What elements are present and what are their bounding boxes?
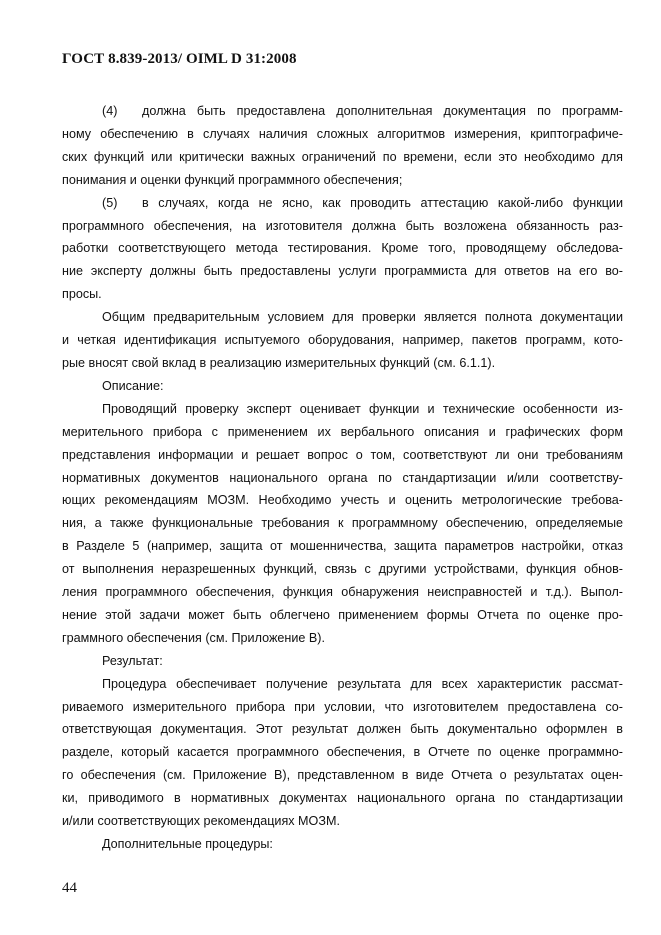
text-line: разделе, который касается программного обеспечения, в Отчете по оценке программно- [62, 745, 623, 760]
text-line: го обеспечения (см. Приложение В), представленном в виде Отчета о результатах оцен- [62, 768, 623, 783]
paragraph-result-heading [62, 650, 623, 673]
document-body [62, 100, 623, 856]
line-text: должна быть предоставлена дополнительная документация по программ- [142, 104, 623, 118]
line-text: в случаях, когда не ясно, как проводить аттестацию какой-либо функции [142, 195, 623, 210]
list-number: (4) [102, 104, 118, 118]
text-line: Дополнительные процедуры: [102, 837, 273, 851]
text-line: и четкая идентификация испытуемого оборудования, например, пакетов программ, кото- [62, 333, 623, 348]
list-number: (5) [102, 195, 118, 210]
text-line: представления информации и решает вопрос о том, соответствуют ли они требованиям [62, 447, 623, 462]
paragraph-precondition [62, 306, 623, 375]
text-line: работки соответствующего метода тестирования. Кроме того, проводящему обследова- [62, 241, 623, 256]
page-number: 44 [62, 880, 77, 896]
text-line [62, 192, 623, 215]
text-line: нормативных документов национального органа по стандартизации и/или соответству- [62, 470, 623, 485]
text-line: ответствующая документация. Этот результат должен быть документально оформлен в [62, 722, 623, 737]
text-line: и/или соответствующих рекомендациях МОЗМ. [62, 814, 340, 829]
text-line: Процедура обеспечивает получение результата для всех характеристик рассмат- [102, 676, 623, 691]
text-line: Результат: [102, 653, 163, 668]
list-item-5 [62, 192, 623, 307]
text-line: ских функций или критически важных ограничений по времени, если это необходимо для [62, 149, 623, 164]
text-line: от выполнения неразрешенных функций, связь с другими устройствами, функция обнов- [62, 562, 623, 577]
text-line: ки, приводимого в нормативных документах национального органа по стандартизации [62, 791, 623, 806]
text-line: ющих рекомендациям МОЗМ. Необходимо учесть и оценить метрологические требова- [62, 493, 623, 508]
list-item-4 [62, 100, 623, 192]
paragraph-additional-procedures-heading [62, 833, 623, 856]
text-line: Проводящий проверку эксперт оценивает функции и технические особенности из- [102, 401, 623, 416]
text-line: Общим предварительным условием для проверки является полнота документации [102, 310, 623, 325]
text-line: ному обеспечению в случаях наличия сложных алгоритмов измерения, криптографиче- [62, 126, 623, 141]
text-line: ние эксперту должны быть предоставлены услуги программиста для ответов на его во- [62, 264, 623, 279]
text-line: риваемого измерительного прибора при условии, что изготовителем предоставлена со- [62, 699, 623, 714]
paragraph-result [62, 673, 623, 833]
text-line [62, 100, 623, 123]
text-line: просы. [62, 287, 102, 302]
text-line: программного обеспечения, на изготовителя должна быть возложена обязанность раз- [62, 218, 623, 233]
text-line: нение этой задачи может быть облегчено применением формы Отчета по оценке про- [62, 607, 623, 622]
text-line: ления программного обеспечения, функция обнаружения неисправностей и т.д.). Выпол- [62, 585, 623, 600]
text-line: в Разделе 5 (например, защита от мошенничества, защита параметров настройки, отказ [62, 539, 623, 554]
text-line: граммного обеспечения (см. Приложение В). [62, 630, 325, 645]
paragraph-description-heading [62, 375, 623, 398]
text-line: ния, а также функциональные требования к программному обеспечению, определяемые [62, 516, 623, 531]
text-line: Описание: [102, 378, 164, 393]
text-line: рые вносят свой вклад в реализацию измерительных функций (см. 6.1.1). [62, 355, 496, 370]
paragraph-description [62, 398, 623, 650]
text-line: мерительного прибора с применением их вербального описания и графических форм [62, 424, 623, 439]
text-line: понимания и оценки функций программного обеспечения; [62, 172, 403, 187]
document-header: ГОСТ 8.839-2013/ OIML D 31:2008 [62, 51, 297, 67]
